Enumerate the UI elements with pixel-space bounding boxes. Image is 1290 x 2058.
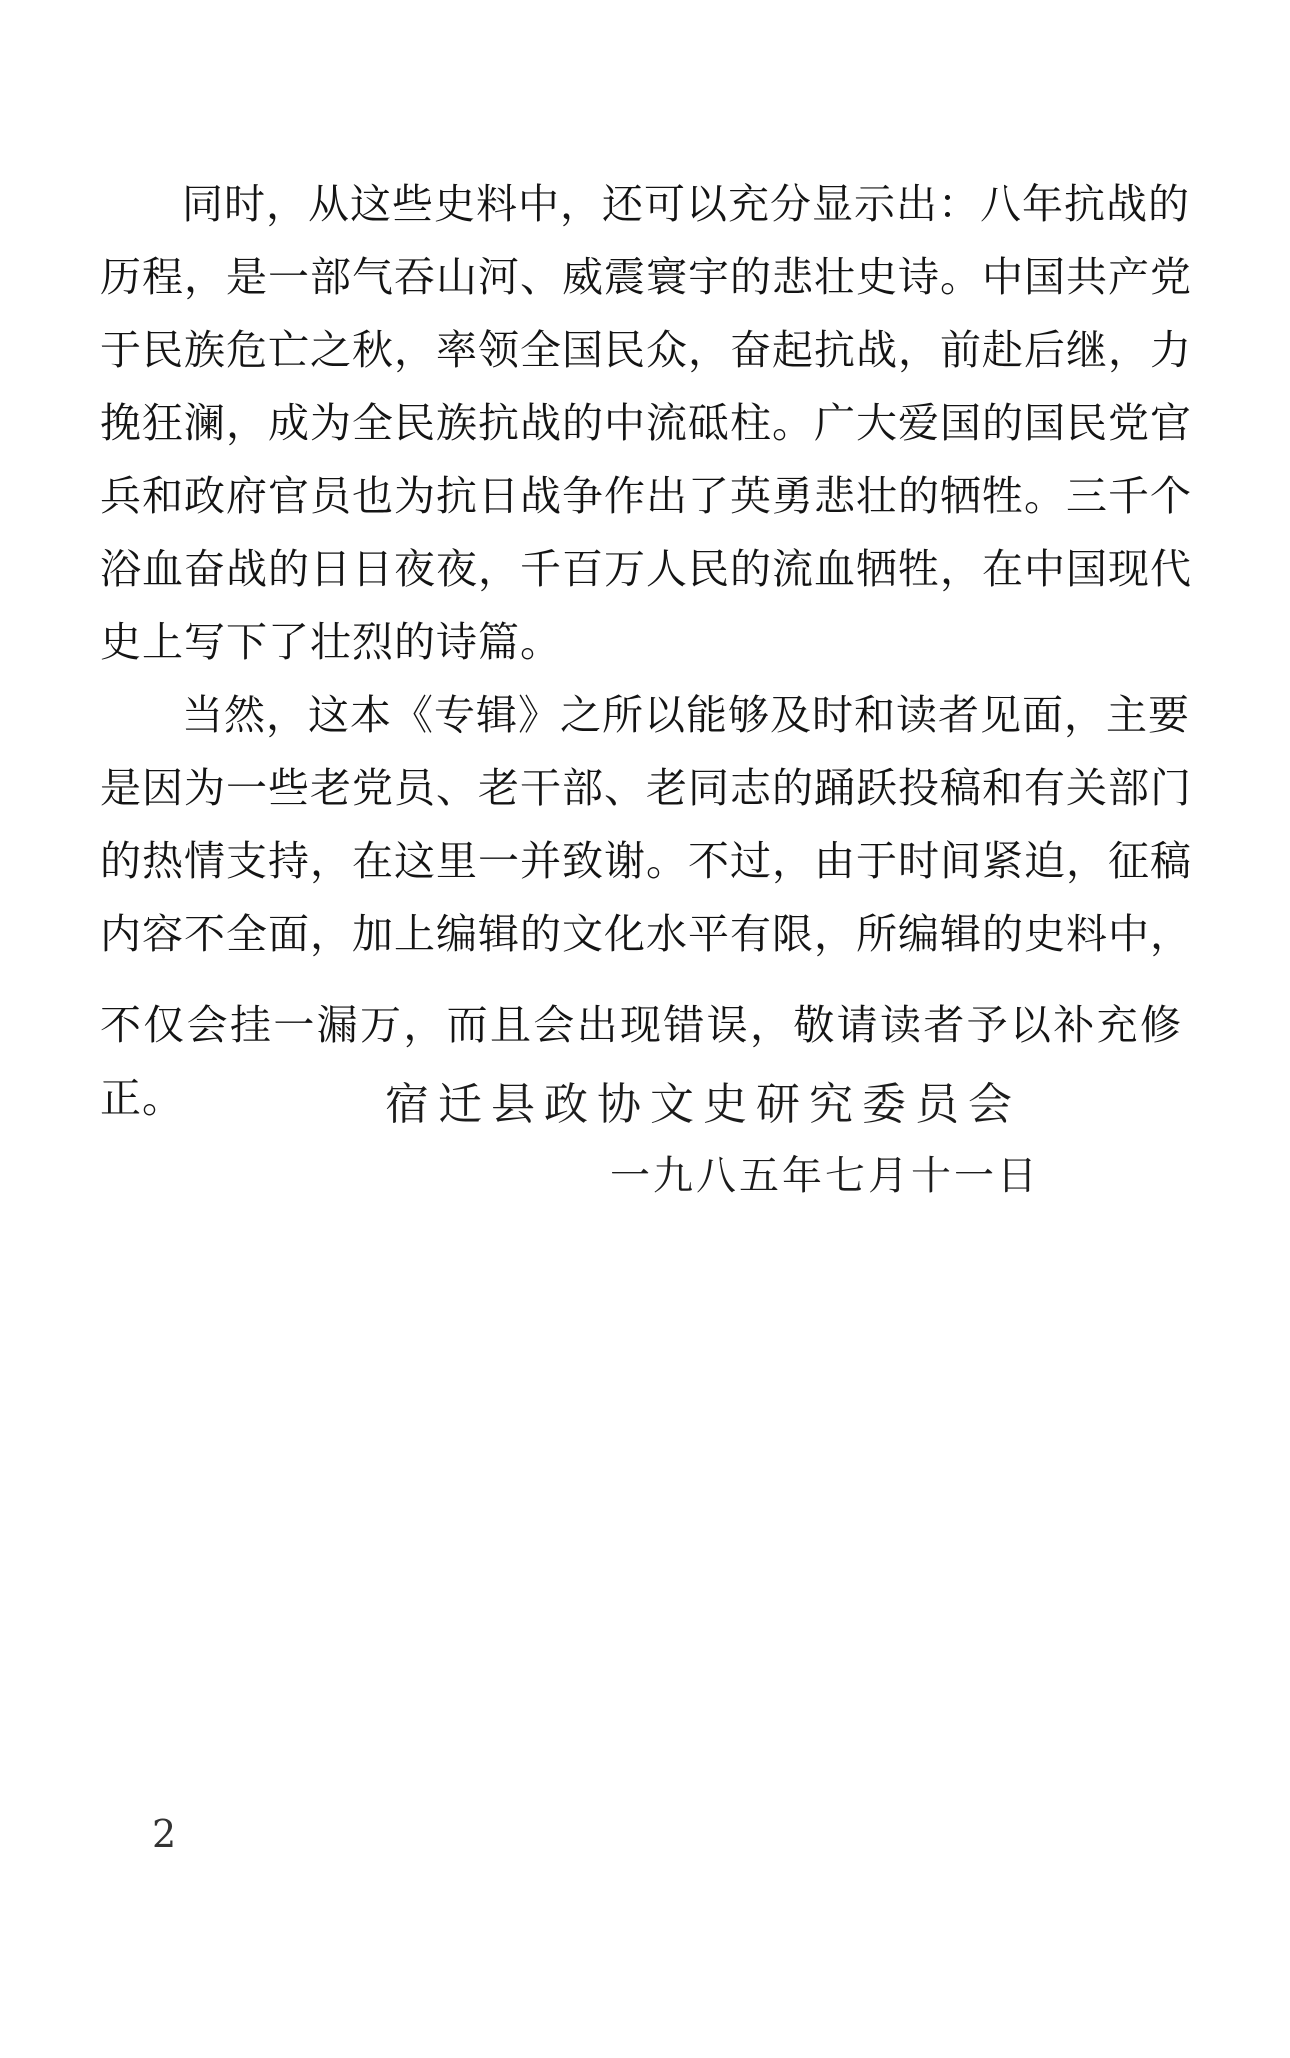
paragraph-2-line-4: 内容不全面，加上编辑的文化水平有限，所编辑的史料中， [100, 910, 1192, 958]
page-number: 2 [152, 1812, 177, 1856]
paragraph-1-line-5: 兵和政府官员也为抗日战争作出了英勇悲壮的牺牲。三千个 [100, 472, 1192, 520]
paragraph-2-line-3: 的热情支持，在这里一并致谢。不过，由于时间紧迫，征稿 [100, 837, 1192, 885]
paragraph-2-line-1: 当然，这本《专辑》之所以能够及时和读者见面，主要 [182, 691, 1190, 739]
paragraph-1-line-3: 于民族危亡之秋，率领全国民众，奋起抗战，前赴后继，力 [100, 326, 1192, 374]
signature: 宿迁县政协文史研究委员会 [385, 1079, 1021, 1130]
paragraph-1-line-1: 同时，从这些史料中，还可以充分显示出：八年抗战的 [182, 180, 1190, 228]
paragraph-1-line-4: 挽狂澜，成为全民族抗战的中流砥柱。广大爱国的国民党官 [100, 399, 1192, 447]
paragraph-2-line-2: 是因为一些老党员、老干部、老同志的踊跃投稿和有关部门 [100, 764, 1192, 812]
signature-date: 一九八五年七月十一日 [610, 1153, 1040, 1199]
paragraph-1-line-2: 历程，是一部气吞山河、威震寰宇的悲壮史诗。中国共产党 [100, 253, 1192, 301]
paragraph-1-line-7: 史上写下了壮烈的诗篇。 [100, 618, 562, 666]
paragraph-1-line-6: 浴血奋战的日日夜夜，千百万人民的流血牺牲，在中国现代 [100, 545, 1192, 593]
body-text [100, 168, 1192, 1135]
paragraph-2-line-6: 正。 [100, 1074, 184, 1122]
paragraph-2-line-5: 不仅会挂一漏万，而且会出现错误，敬请读者予以补充修 [100, 1001, 1182, 1049]
